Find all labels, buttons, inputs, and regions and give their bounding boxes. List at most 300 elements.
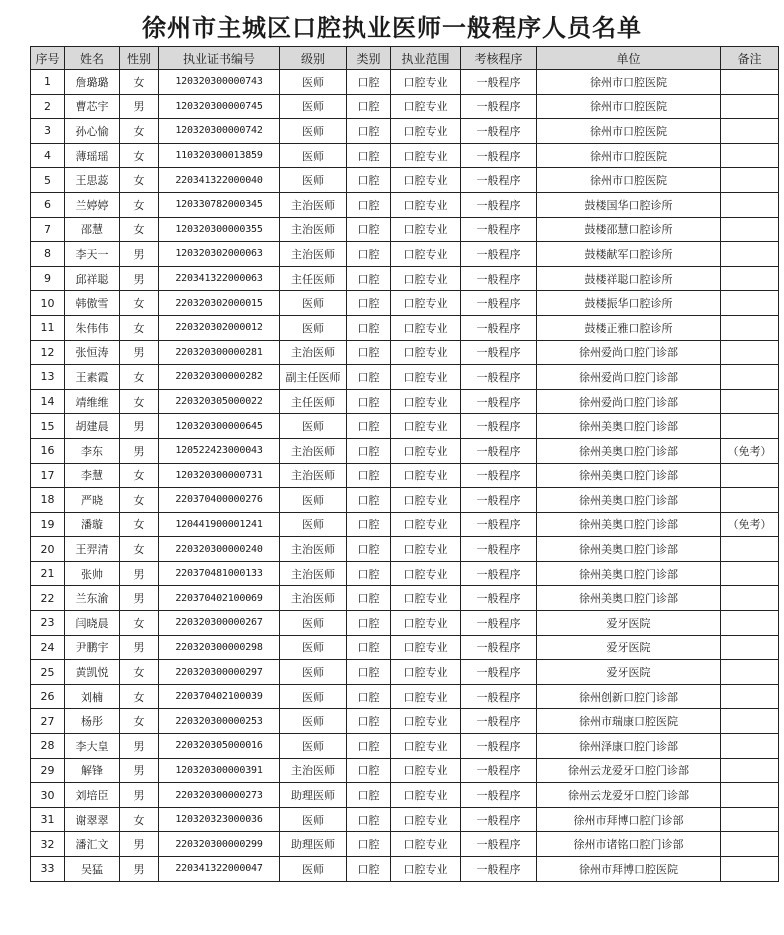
cell-unit: 徐州云龙爱牙口腔门诊部	[537, 783, 721, 808]
cell-category: 口腔	[347, 709, 391, 734]
cell-index: 6	[31, 192, 65, 217]
cell-level: 主治医师	[280, 192, 347, 217]
cell-index: 21	[31, 561, 65, 586]
cell-level: 医师	[280, 734, 347, 759]
cell-license-number: 220320300000297	[159, 660, 280, 685]
cell-unit: 徐州云龙爱牙口腔门诊部	[537, 758, 721, 783]
cell-license-number: 220370481000133	[159, 561, 280, 586]
cell-name: 杨彤	[65, 709, 120, 734]
cell-gender: 女	[120, 192, 159, 217]
cell-scope: 口腔专业	[391, 709, 461, 734]
cell-index: 5	[31, 168, 65, 193]
header-procedure: 考核程序	[461, 47, 537, 70]
cell-name: 薄瑶瑶	[65, 143, 120, 168]
cell-license-number: 120320300000742	[159, 119, 280, 144]
cell-remark	[721, 611, 779, 636]
table-row	[31, 611, 779, 636]
cell-level: 主任医师	[280, 266, 347, 291]
cell-unit: 徐州创新口腔门诊部	[537, 684, 721, 709]
cell-level: 医师	[280, 807, 347, 832]
cell-level: 医师	[280, 488, 347, 513]
cell-procedure: 一般程序	[461, 635, 537, 660]
cell-category: 口腔	[347, 586, 391, 611]
cell-scope: 口腔专业	[391, 635, 461, 660]
table-row	[31, 94, 779, 119]
cell-license-number: 120320323000036	[159, 807, 280, 832]
cell-name: 潘璇	[65, 512, 120, 537]
cell-license-number: 220370402100069	[159, 586, 280, 611]
table-row	[31, 192, 779, 217]
cell-index: 12	[31, 340, 65, 365]
cell-index: 1	[31, 70, 65, 95]
cell-license-number: 220320300000240	[159, 537, 280, 562]
cell-unit: 徐州美奥口腔门诊部	[537, 537, 721, 562]
cell-procedure: 一般程序	[461, 94, 537, 119]
cell-license-number: 110320300013859	[159, 143, 280, 168]
cell-gender: 女	[120, 389, 159, 414]
cell-scope: 口腔专业	[391, 94, 461, 119]
cell-level: 主治医师	[280, 537, 347, 562]
cell-category: 口腔	[347, 660, 391, 685]
cell-name: 李慧	[65, 463, 120, 488]
cell-scope: 口腔专业	[391, 660, 461, 685]
cell-scope: 口腔专业	[391, 586, 461, 611]
cell-name: 张恒涛	[65, 340, 120, 365]
cell-procedure: 一般程序	[461, 266, 537, 291]
cell-remark	[721, 684, 779, 709]
header-index: 序号	[31, 47, 65, 70]
cell-procedure: 一般程序	[461, 143, 537, 168]
cell-license-number: 220320305000022	[159, 389, 280, 414]
cell-remark	[721, 783, 779, 808]
header-scope: 执业范围	[391, 47, 461, 70]
cell-index: 14	[31, 389, 65, 414]
cell-gender: 男	[120, 586, 159, 611]
cell-level: 医师	[280, 94, 347, 119]
cell-gender: 男	[120, 340, 159, 365]
cell-unit: 鼓楼献军口腔诊所	[537, 242, 721, 267]
cell-category: 口腔	[347, 783, 391, 808]
table-body	[31, 70, 779, 882]
cell-level: 医师	[280, 635, 347, 660]
cell-level: 医师	[280, 857, 347, 882]
cell-procedure: 一般程序	[461, 611, 537, 636]
cell-license-number: 120320300000745	[159, 94, 280, 119]
cell-category: 口腔	[347, 266, 391, 291]
cell-category: 口腔	[347, 832, 391, 857]
table-row	[31, 488, 779, 513]
cell-gender: 男	[120, 758, 159, 783]
cell-remark	[721, 807, 779, 832]
cell-license-number: 220320302000012	[159, 315, 280, 340]
cell-category: 口腔	[347, 70, 391, 95]
cell-level: 医师	[280, 119, 347, 144]
cell-procedure: 一般程序	[461, 512, 537, 537]
table-row	[31, 389, 779, 414]
cell-gender: 男	[120, 438, 159, 463]
cell-gender: 女	[120, 611, 159, 636]
cell-name: 邵慧	[65, 217, 120, 242]
cell-category: 口腔	[347, 414, 391, 439]
header-name: 姓名	[65, 47, 120, 70]
cell-procedure: 一般程序	[461, 217, 537, 242]
cell-gender: 女	[120, 291, 159, 316]
table-row	[31, 586, 779, 611]
cell-procedure: 一般程序	[461, 758, 537, 783]
header-category: 类别	[347, 47, 391, 70]
cell-category: 口腔	[347, 463, 391, 488]
cell-unit: 徐州市拜博口腔医院	[537, 857, 721, 882]
cell-remark	[721, 266, 779, 291]
cell-scope: 口腔专业	[391, 783, 461, 808]
cell-unit: 爱牙医院	[537, 635, 721, 660]
cell-level: 医师	[280, 684, 347, 709]
cell-remark: （免考）	[721, 512, 779, 537]
header-remark: 备注	[721, 47, 779, 70]
cell-scope: 口腔专业	[391, 758, 461, 783]
cell-procedure: 一般程序	[461, 168, 537, 193]
cell-gender: 女	[120, 684, 159, 709]
table-row	[31, 438, 779, 463]
cell-scope: 口腔专业	[391, 611, 461, 636]
cell-level: 助理医师	[280, 783, 347, 808]
cell-scope: 口腔专业	[391, 315, 461, 340]
table-row	[31, 512, 779, 537]
cell-remark	[721, 389, 779, 414]
cell-unit: 徐州爱尚口腔门诊部	[537, 365, 721, 390]
cell-name: 李东	[65, 438, 120, 463]
cell-procedure: 一般程序	[461, 414, 537, 439]
cell-name: 靖维维	[65, 389, 120, 414]
cell-level: 主治医师	[280, 586, 347, 611]
cell-level: 医师	[280, 709, 347, 734]
table-row	[31, 291, 779, 316]
cell-gender: 女	[120, 119, 159, 144]
table-row	[31, 242, 779, 267]
cell-gender: 男	[120, 832, 159, 857]
cell-unit: 徐州市口腔医院	[537, 143, 721, 168]
cell-remark	[721, 758, 779, 783]
cell-procedure: 一般程序	[461, 389, 537, 414]
table-row	[31, 537, 779, 562]
cell-level: 医师	[280, 611, 347, 636]
cell-gender: 女	[120, 168, 159, 193]
table-row	[31, 143, 779, 168]
cell-name: 韩傲雪	[65, 291, 120, 316]
cell-level: 医师	[280, 143, 347, 168]
cell-scope: 口腔专业	[391, 832, 461, 857]
table-row	[31, 365, 779, 390]
table-row	[31, 414, 779, 439]
cell-unit: 徐州市口腔医院	[537, 94, 721, 119]
cell-gender: 男	[120, 94, 159, 119]
cell-license-number: 220320300000299	[159, 832, 280, 857]
cell-name: 曹芯宇	[65, 94, 120, 119]
cell-index: 32	[31, 832, 65, 857]
cell-license-number: 120330782000345	[159, 192, 280, 217]
cell-level: 副主任医师	[280, 365, 347, 390]
cell-category: 口腔	[347, 561, 391, 586]
cell-name: 邱祥聪	[65, 266, 120, 291]
cell-gender: 男	[120, 561, 159, 586]
cell-unit: 徐州市口腔医院	[537, 70, 721, 95]
cell-category: 口腔	[347, 168, 391, 193]
cell-gender: 女	[120, 365, 159, 390]
table-row	[31, 340, 779, 365]
cell-name: 李大皇	[65, 734, 120, 759]
cell-remark	[721, 192, 779, 217]
cell-category: 口腔	[347, 291, 391, 316]
cell-name: 兰婷婷	[65, 192, 120, 217]
cell-category: 口腔	[347, 365, 391, 390]
cell-remark	[721, 143, 779, 168]
cell-procedure: 一般程序	[461, 807, 537, 832]
cell-gender: 男	[120, 635, 159, 660]
cell-name: 尹鹏宇	[65, 635, 120, 660]
cell-license-number: 220320300000282	[159, 365, 280, 390]
table-row	[31, 463, 779, 488]
cell-remark	[721, 561, 779, 586]
cell-index: 17	[31, 463, 65, 488]
cell-index: 20	[31, 537, 65, 562]
cell-name: 李天一	[65, 242, 120, 267]
header-level: 级别	[280, 47, 347, 70]
cell-unit: 徐州爱尚口腔门诊部	[537, 389, 721, 414]
table-row	[31, 758, 779, 783]
cell-license-number: 220341322000040	[159, 168, 280, 193]
header-gender: 性别	[120, 47, 159, 70]
cell-category: 口腔	[347, 143, 391, 168]
cell-name: 刘楠	[65, 684, 120, 709]
cell-index: 31	[31, 807, 65, 832]
cell-remark	[721, 463, 779, 488]
cell-scope: 口腔专业	[391, 217, 461, 242]
cell-unit: 徐州美奥口腔门诊部	[537, 512, 721, 537]
cell-license-number: 120320300000645	[159, 414, 280, 439]
cell-unit: 徐州美奥口腔门诊部	[537, 488, 721, 513]
cell-license-number: 220320300000281	[159, 340, 280, 365]
cell-level: 主治医师	[280, 242, 347, 267]
cell-remark	[721, 709, 779, 734]
cell-procedure: 一般程序	[461, 365, 537, 390]
cell-remark	[721, 217, 779, 242]
header-unit: 单位	[537, 47, 721, 70]
cell-procedure: 一般程序	[461, 857, 537, 882]
cell-scope: 口腔专业	[391, 414, 461, 439]
cell-gender: 男	[120, 266, 159, 291]
cell-gender: 男	[120, 734, 159, 759]
cell-gender: 男	[120, 783, 159, 808]
table-row	[31, 168, 779, 193]
cell-procedure: 一般程序	[461, 684, 537, 709]
cell-category: 口腔	[347, 340, 391, 365]
cell-gender: 女	[120, 660, 159, 685]
cell-unit: 鼓楼祥聪口腔诊所	[537, 266, 721, 291]
cell-name: 严晓	[65, 488, 120, 513]
cell-procedure: 一般程序	[461, 709, 537, 734]
cell-index: 9	[31, 266, 65, 291]
cell-scope: 口腔专业	[391, 291, 461, 316]
cell-scope: 口腔专业	[391, 734, 461, 759]
cell-scope: 口腔专业	[391, 512, 461, 537]
cell-level: 医师	[280, 660, 347, 685]
cell-index: 16	[31, 438, 65, 463]
cell-index: 19	[31, 512, 65, 537]
cell-index: 25	[31, 660, 65, 685]
cell-remark	[721, 635, 779, 660]
cell-procedure: 一般程序	[461, 537, 537, 562]
table-row	[31, 734, 779, 759]
cell-index: 4	[31, 143, 65, 168]
cell-remark	[721, 94, 779, 119]
cell-unit: 鼓楼正雅口腔诊所	[537, 315, 721, 340]
cell-level: 医师	[280, 291, 347, 316]
cell-level: 主治医师	[280, 340, 347, 365]
cell-remark	[721, 488, 779, 513]
cell-remark	[721, 70, 779, 95]
table-row	[31, 70, 779, 95]
cell-scope: 口腔专业	[391, 192, 461, 217]
cell-unit: 徐州市诸铭口腔门诊部	[537, 832, 721, 857]
cell-name: 兰东渝	[65, 586, 120, 611]
cell-gender: 男	[120, 857, 159, 882]
cell-scope: 口腔专业	[391, 537, 461, 562]
cell-index: 15	[31, 414, 65, 439]
cell-procedure: 一般程序	[461, 463, 537, 488]
cell-level: 主治医师	[280, 561, 347, 586]
cell-remark	[721, 734, 779, 759]
cell-category: 口腔	[347, 537, 391, 562]
cell-scope: 口腔专业	[391, 684, 461, 709]
cell-index: 22	[31, 586, 65, 611]
cell-index: 10	[31, 291, 65, 316]
table-row	[31, 783, 779, 808]
cell-level: 主任医师	[280, 389, 347, 414]
cell-index: 3	[31, 119, 65, 144]
cell-procedure: 一般程序	[461, 192, 537, 217]
cell-license-number: 120441900001241	[159, 512, 280, 537]
cell-gender: 男	[120, 414, 159, 439]
cell-unit: 爱牙医院	[537, 660, 721, 685]
cell-name: 张帅	[65, 561, 120, 586]
cell-gender: 女	[120, 709, 159, 734]
cell-procedure: 一般程序	[461, 242, 537, 267]
cell-index: 30	[31, 783, 65, 808]
cell-index: 26	[31, 684, 65, 709]
cell-scope: 口腔专业	[391, 365, 461, 390]
cell-unit: 徐州市拜博口腔门诊部	[537, 807, 721, 832]
cell-scope: 口腔专业	[391, 340, 461, 365]
cell-category: 口腔	[347, 758, 391, 783]
cell-procedure: 一般程序	[461, 488, 537, 513]
cell-unit: 徐州市瑞康口腔医院	[537, 709, 721, 734]
cell-gender: 女	[120, 315, 159, 340]
cell-remark	[721, 414, 779, 439]
cell-scope: 口腔专业	[391, 488, 461, 513]
cell-level: 主治医师	[280, 758, 347, 783]
cell-remark	[721, 857, 779, 882]
cell-index: 33	[31, 857, 65, 882]
cell-name: 朱伟伟	[65, 315, 120, 340]
cell-category: 口腔	[347, 315, 391, 340]
cell-name: 王思蕊	[65, 168, 120, 193]
cell-category: 口腔	[347, 512, 391, 537]
cell-level: 医师	[280, 168, 347, 193]
cell-remark	[721, 832, 779, 857]
cell-level: 主治医师	[280, 438, 347, 463]
cell-license-number: 220370400000276	[159, 488, 280, 513]
cell-unit: 徐州美奥口腔门诊部	[537, 561, 721, 586]
cell-name: 闫晓晨	[65, 611, 120, 636]
cell-procedure: 一般程序	[461, 340, 537, 365]
cell-level: 医师	[280, 414, 347, 439]
cell-name: 胡建晨	[65, 414, 120, 439]
cell-scope: 口腔专业	[391, 438, 461, 463]
cell-unit: 爱牙医院	[537, 611, 721, 636]
cell-license-number: 220320300000273	[159, 783, 280, 808]
table-row	[31, 807, 779, 832]
cell-license-number: 120320300000731	[159, 463, 280, 488]
cell-unit: 徐州美奥口腔门诊部	[537, 438, 721, 463]
cell-license-number: 120320300000355	[159, 217, 280, 242]
cell-procedure: 一般程序	[461, 438, 537, 463]
cell-index: 7	[31, 217, 65, 242]
cell-unit: 徐州泽康口腔门诊部	[537, 734, 721, 759]
cell-level: 医师	[280, 512, 347, 537]
cell-index: 24	[31, 635, 65, 660]
cell-license-number: 220341322000063	[159, 266, 280, 291]
table-row	[31, 857, 779, 882]
cell-scope: 口腔专业	[391, 807, 461, 832]
cell-category: 口腔	[347, 857, 391, 882]
cell-name: 潘汇文	[65, 832, 120, 857]
cell-unit: 徐州美奥口腔门诊部	[537, 463, 721, 488]
cell-procedure: 一般程序	[461, 315, 537, 340]
cell-scope: 口腔专业	[391, 119, 461, 144]
cell-gender: 男	[120, 242, 159, 267]
cell-gender: 女	[120, 70, 159, 95]
cell-name: 王羿清	[65, 537, 120, 562]
cell-remark	[721, 291, 779, 316]
cell-license-number: 220341322000047	[159, 857, 280, 882]
cell-level: 主治医师	[280, 217, 347, 242]
cell-category: 口腔	[347, 119, 391, 144]
cell-license-number: 120522423000043	[159, 438, 280, 463]
cell-remark	[721, 537, 779, 562]
cell-scope: 口腔专业	[391, 70, 461, 95]
cell-procedure: 一般程序	[461, 70, 537, 95]
cell-category: 口腔	[347, 635, 391, 660]
cell-remark	[721, 242, 779, 267]
cell-index: 8	[31, 242, 65, 267]
personnel-table	[30, 46, 779, 882]
table-row	[31, 709, 779, 734]
cell-name: 詹璐璐	[65, 70, 120, 95]
cell-procedure: 一般程序	[461, 586, 537, 611]
cell-procedure: 一般程序	[461, 783, 537, 808]
cell-license-number: 220320300000253	[159, 709, 280, 734]
cell-procedure: 一般程序	[461, 119, 537, 144]
cell-category: 口腔	[347, 217, 391, 242]
cell-procedure: 一般程序	[461, 291, 537, 316]
cell-category: 口腔	[347, 807, 391, 832]
header-license-number: 执业证书编号	[159, 47, 280, 70]
cell-gender: 女	[120, 488, 159, 513]
cell-remark	[721, 365, 779, 390]
cell-unit: 徐州市口腔医院	[537, 119, 721, 144]
table-row	[31, 217, 779, 242]
cell-license-number: 120320302000063	[159, 242, 280, 267]
